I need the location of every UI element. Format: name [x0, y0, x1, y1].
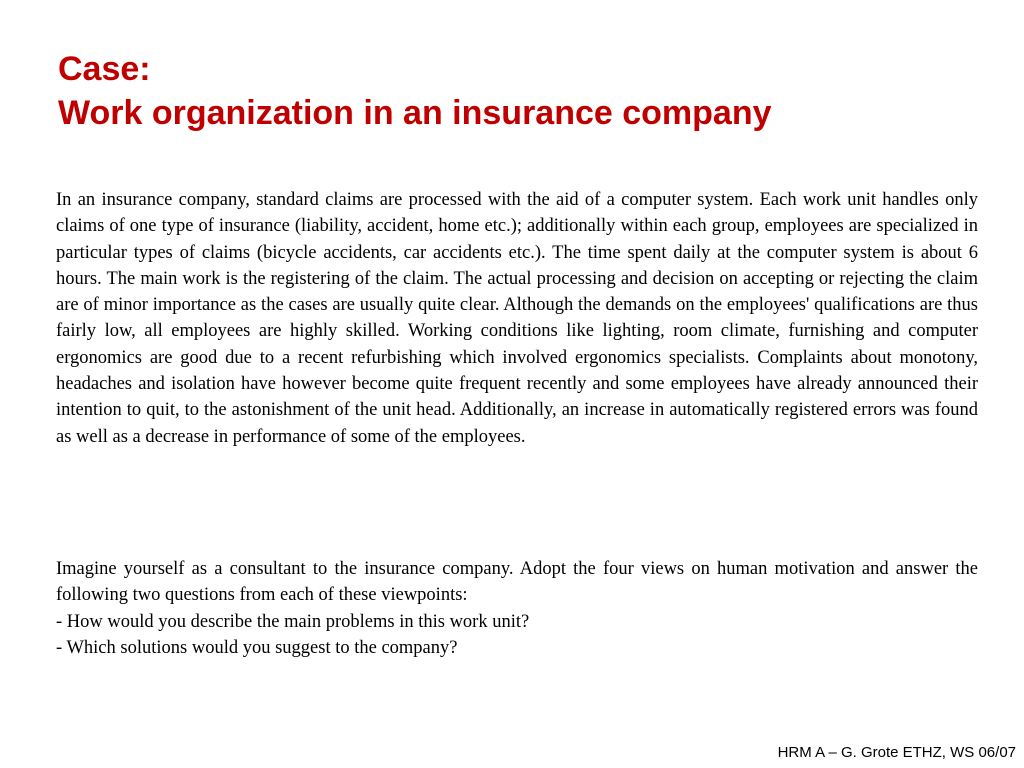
slide-title-line-1: Case:	[58, 50, 151, 88]
case-description: In an insurance company, standard claims are processed with the aid of a computer system. Each work unit handles only claims of one type of insurance (liability, accident, home etc.); additionally within each group, employees are specialized in particular types of claims (bicycle accidents, car accidents etc.). The time spent daily at the computer system is about 6 hours. The main work is the registering of the claim. The actual processing and decision on accepting or rejecting the claim are of minor importance as the cases are usually quite clear. Although the demands on the employees' qualifications are thus fairly low, all employees are highly skilled. Working conditions like lighting, room climate, furnishing and computer ergonomics are good due to a recent refurbishing which involved ergonomics specialists. Complaints about monotony, headaches and isolation have however become quite frequent recently and some employees have already announced their intention to quit, to the astonishment of the unit head. Additionally, an increase in automatically registered errors was found as well as a decrease in performance of some of the employees.	[56, 190, 978, 447]
task-block	[56, 556, 978, 661]
slide-title-line-2: Work organization in an insurance company	[58, 94, 772, 132]
question-item: - Which solutions would you suggest to the company?	[56, 637, 458, 658]
slide-title	[58, 47, 978, 135]
slide-footer: HRM A – G. Grote ETHZ, WS 06/07	[777, 744, 1016, 761]
task-intro: Imagine yourself as a consultant to the insurance company. Adopt the four views on human motivation and answer the following two questions from each of these viewpoints:	[56, 559, 978, 606]
question-item: - How would you describe the main problems in this work unit?	[56, 611, 530, 632]
question-list	[56, 609, 978, 662]
